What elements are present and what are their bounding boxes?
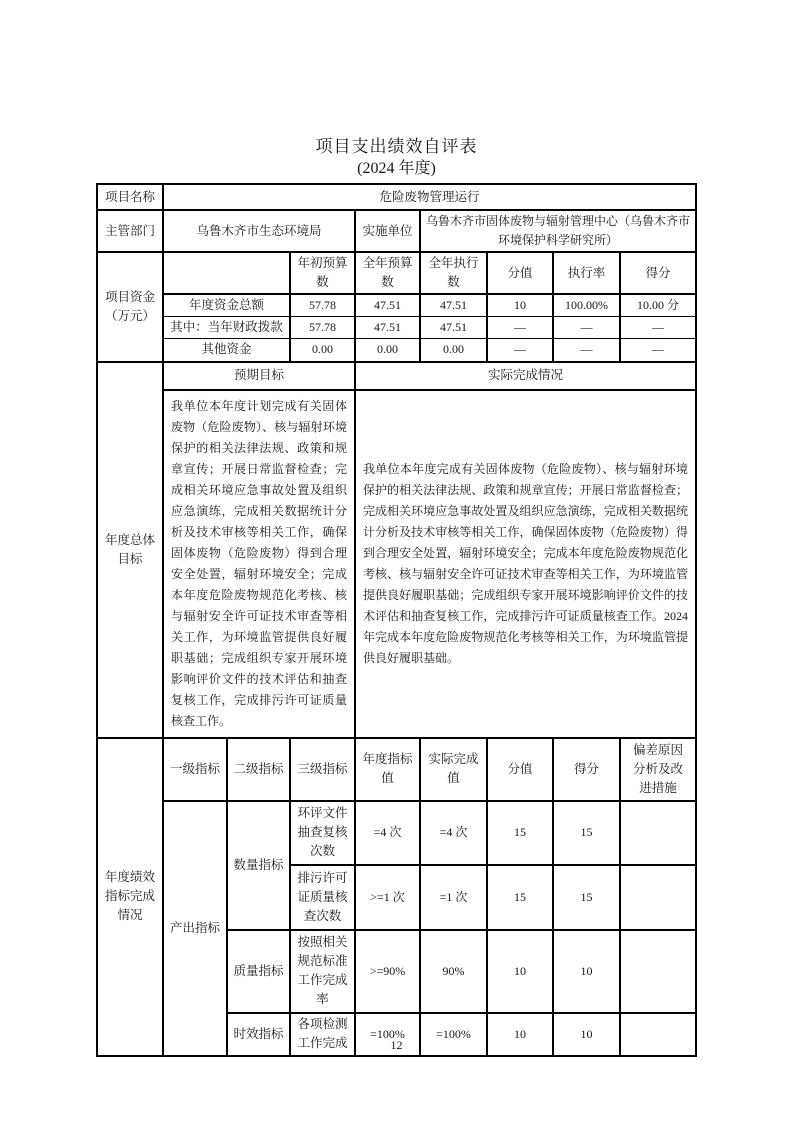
goals-actual-text: 我单位本年度完成有关固体废物（危险废物）、核与辐射环境保护的相关法律法规、政策和规章宣传；开展日常监督检查；完成相关环境应急事故处置及组织应急演练，完成相关数据统计分析及技术审核等相关工作，确保固体废物（危险废物）得到合理安全处置，辐射环境安全；完成本年度危险废物规范化考核、核与辐射安全许可证技术审查等相关工作，为环境监管提供良好履职基础；完成组织专家开展环境影响评价文件的技术评估和抽查复核工作，完成排污许可证质量核查工作。2024 年完成本年度危险废物规范化考核等相关工作，为环境监管提供良好履职基础。 — [355, 390, 696, 738]
goals-expected-text: 我单位本年度计划完成有关固体废物（危险废物）、核与辐射环境保护的相关法律法规、政策和规章宣传；开展日常监督检查；完成相关环境应急事故处置及组织应急演练，完成相关数据统计分析及技术审核等相关工作，确保固体废物（危险废物）得到合理安全处置，辐射环境安全；完成本年度危险废物规范化考核、核与辐射安全许可证技术审查等相关工作，为环境监管提供良好履职基础；完成组织专家开展环境影响评价文件的技术评估和抽查复核工作，完成排污许可证质量核查工作。 — [163, 390, 355, 738]
indicator-target: >=1 次 — [355, 865, 420, 930]
indicator-score: 15 — [553, 801, 620, 865]
funds-row-label: 项目资金（万元） — [97, 252, 163, 362]
indicator-target: >=90% — [355, 930, 420, 1013]
goals-actual-header: 实际完成情况 — [355, 362, 696, 390]
goals-expected-header: 预期目标 — [163, 362, 355, 390]
funds-header-initial-budget: 年初预算数 — [290, 252, 355, 294]
funds-total-execution: 47.51 — [420, 294, 487, 317]
indicators-header-deviation: 偏差原因分析及改进措施 — [620, 738, 696, 801]
indicators-header-score: 得分 — [553, 738, 620, 801]
page-subtitle: (2024 年度) — [357, 160, 436, 177]
indicator-points: 15 — [487, 801, 553, 865]
indicator-level3: 按照相关规范标准工作完成率 — [290, 930, 355, 1013]
funds-total-budget: 47.51 — [355, 294, 420, 317]
funds-header-annual-execution: 全年执行数 — [420, 252, 487, 294]
implementer-value: 乌鲁木齐市固体废物与辐射管理中心（乌鲁木齐市环境保护科学研究所） — [420, 210, 696, 252]
indicator-deviation — [620, 801, 696, 865]
indicator-score: 15 — [553, 865, 620, 930]
funds-total-rate: 100.00% — [553, 294, 620, 317]
project-name-label: 项目名称 — [97, 184, 163, 210]
implementer-label: 实施单位 — [355, 210, 420, 252]
indicators-header-points: 分值 — [487, 738, 553, 801]
funds-other-initial: 0.00 — [290, 339, 355, 362]
funds-other-score: — — [620, 339, 696, 362]
funds-other-label: 其他资金 — [163, 339, 290, 362]
indicators-header-row — [97, 738, 696, 801]
funds-header-annual-budget: 全年预算数 — [355, 252, 420, 294]
indicator-deviation — [620, 865, 696, 930]
indicator-points: 10 — [487, 1013, 553, 1056]
goals-row-label: 年度总体目标 — [97, 362, 163, 738]
page-number: 12 — [390, 1038, 403, 1052]
indicators-header-actual: 实际完成值 — [420, 738, 487, 801]
indicator-target: =100% — [355, 1013, 420, 1056]
funds-total-initial: 57.78 — [290, 294, 355, 317]
goals-header-row — [97, 362, 696, 390]
indicator-score: 10 — [553, 1013, 620, 1056]
funds-fiscal-rate: — — [553, 317, 620, 339]
self-evaluation-table — [96, 183, 697, 1057]
funds-fiscal-budget: 47.51 — [355, 317, 420, 339]
indicator-points: 10 — [487, 930, 553, 1013]
funds-total-points: 10 — [487, 294, 553, 317]
indicator-level3: 环评文件抽查复核次数 — [290, 801, 355, 865]
indicator-actual: =100% — [420, 1013, 487, 1056]
funds-header-execution-rate: 执行率 — [553, 252, 620, 294]
indicator-row-eia-review — [97, 801, 696, 865]
funds-fiscal-initial: 57.78 — [290, 317, 355, 339]
indicators-header-level3: 三级指标 — [290, 738, 355, 801]
funds-other-budget: 0.00 — [355, 339, 420, 362]
indicator-actual: 90% — [420, 930, 487, 1013]
funds-total-score: 10.00 分 — [620, 294, 696, 317]
indicator-level3: 排污许可证质量核查次数 — [290, 865, 355, 930]
project-name-row — [97, 184, 696, 210]
indicator-score: 10 — [553, 930, 620, 1013]
indicator-actual: =4 次 — [420, 801, 487, 865]
funds-header-score: 得分 — [620, 252, 696, 294]
goals-content-row — [97, 390, 696, 738]
funds-fiscal-execution: 47.51 — [420, 317, 487, 339]
page-title: 项目支出绩效自评表 — [315, 137, 478, 156]
funds-total-row — [97, 294, 696, 317]
funds-fiscal-label: 其中：当年财政拨款 — [163, 317, 290, 339]
funds-other-points: — — [487, 339, 553, 362]
funds-total-label: 年度资金总额 — [163, 294, 290, 317]
funds-other-rate: — — [553, 339, 620, 362]
funds-fiscal-points: — — [487, 317, 553, 339]
department-row — [97, 210, 696, 252]
project-name-value: 危险废物管理运行 — [163, 184, 696, 210]
indicator-level2-quantity: 数量指标 — [227, 801, 290, 930]
department-value: 乌鲁木齐市生态环境局 — [163, 210, 355, 252]
indicator-deviation — [620, 930, 696, 1013]
indicators-row-label: 年度绩效指标完成情况 — [97, 738, 163, 1056]
funds-fiscal-row — [97, 317, 696, 339]
funds-fiscal-score: — — [620, 317, 696, 339]
indicator-level2-timeliness: 时效指标 — [227, 1013, 290, 1056]
funds-other-execution: 0.00 — [420, 339, 487, 362]
indicator-points: 15 — [487, 865, 553, 930]
indicator-level1-output: 产出指标 — [163, 801, 227, 1056]
indicators-header-level2: 二级指标 — [227, 738, 290, 801]
department-label: 主管部门 — [97, 210, 163, 252]
funds-header-points: 分值 — [487, 252, 553, 294]
indicator-level3: 各项检测工作完成 — [290, 1013, 355, 1056]
funds-empty-corner — [163, 252, 290, 294]
funds-header-row — [97, 252, 696, 294]
indicator-level2-quality: 质量指标 — [227, 930, 290, 1013]
indicators-header-target: 年度指标值 — [355, 738, 420, 801]
indicators-header-level1: 一级指标 — [163, 738, 227, 801]
indicator-actual: =1 次 — [420, 865, 487, 930]
indicator-target: =4 次 — [355, 801, 420, 865]
funds-other-row — [97, 339, 696, 362]
